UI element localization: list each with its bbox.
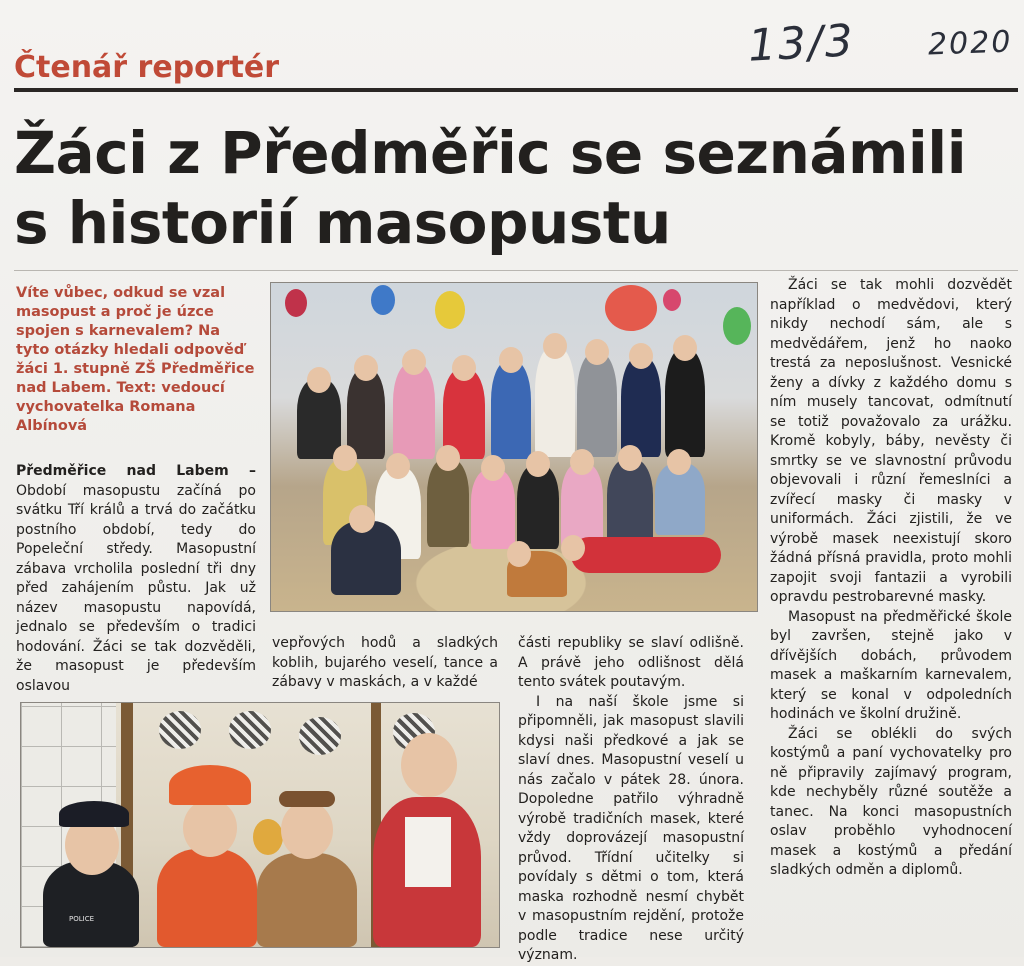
photo-four-children-in-costumes — [20, 702, 500, 948]
article-headline — [14, 118, 1004, 258]
top-rule — [14, 88, 1018, 92]
body-column-4 — [770, 276, 1012, 881]
body-column-1-text: Období masopustu začíná po svátku Tří králů a trvá do začátku postního období, tedy do Popeleční středy. Masopustní zábava vrcholila poslední tři dny před zahájením půstu. Jak už název masopustu napovídá, jednalo se především o tradici hodování. Žáci se tak dozvěděli, že masopust je především oslavou — [16, 482, 256, 694]
lead-text: Víte vůbec, odkud se vzal masopust a proč je úzce spojen s karnevalem? Na tyto otázky hledali odpověď žáci 1. stupně ZŠ Předměřice nad Labem. — [16, 285, 255, 396]
body-column-4-para-1: Žáci se tak mohli dozvědět například o medvědovi, který nikdy nechodí sám, ale s medvědářem, jenž ho naoko trestá za neposlušnost. Vesnické ženy a dívky z každého domu s ním musely tancovat, odmítnutí se totiž považovalo za urážku. Kromě kobyly, báby, nevěsty či smrtky se ve slavnostní průvodu objevovali i různí řemeslníci a zvířecí masky či masky v uniformách. Žáci zjistili, že ve výrobě masek neexistují skoro žádná přísná pravidla, proto mohli zapojit svoji fantazii a vyrobili opravdu pestrobarevné masky. — [770, 277, 1012, 605]
group-photo-children-in-costumes — [270, 282, 758, 612]
body-column-3-para-2: I na naší škole jsme si připomněli, jak masopust slavili kdysi naši předkové a jak se slaví dnes. Masopustní veselí u nás začalo v pátek 28. února. Dopoledne patřilo výhradně výrobě tradičních masek, které vždy doprovázejí masopustní průvod. Třídní učitelky si povídaly s dětmi o tom, která maska rozhodně nesmí chybět v masopustním rejdění, protože podle tradice nese určitý význam. — [518, 693, 744, 963]
body-column-1 — [16, 462, 256, 696]
article-lead — [16, 284, 256, 436]
body-column-2 — [272, 634, 498, 693]
police-patch-text: POLICE — [69, 915, 95, 923]
lead-byline: Text: vedoucí vychovatelka Romana Albínová — [16, 380, 225, 434]
handwritten-year: 2020 — [927, 24, 1013, 63]
body-column-3 — [518, 634, 744, 966]
body-column-4-para-2: Masopust na předměřické škole byl završen, stejně jako v dřívějších dobách, průvodem masek a maškarním karnevalem, který se konal v odpoledních hodinách ve školní družině. — [770, 608, 1012, 722]
dateline: Předměřice nad Labem – — [16, 463, 256, 479]
headline-line-2: s historií masopustu — [14, 189, 671, 257]
body-column-2-text: vepřových hodů a sladkých koblih, bujarého veselí, tance a zábavy v maskách, a v každé — [272, 635, 498, 690]
section-rubric: Čtenář reportér — [14, 50, 280, 85]
headline-line-1: Žáci z Předměřic se seznámili — [14, 119, 967, 187]
headline-divider — [14, 270, 1018, 271]
body-column-4-para-3: Žáci se oblékli do svých kostýmů a paní vychovatelky pro ně připravily zajímavý program, kde nechyběly různé soutěže a tanec. Na konci masopustních oslav proběhlo vyhodnocení masek a kostýmů a předání sladkých odměn a diplomů. — [770, 725, 1012, 878]
body-column-3-para-1: části republiky se slaví odlišně. A právě jeho odlišnost dělá tento svátek poutavým. — [518, 635, 744, 690]
handwritten-date: 13/3 — [746, 15, 857, 72]
